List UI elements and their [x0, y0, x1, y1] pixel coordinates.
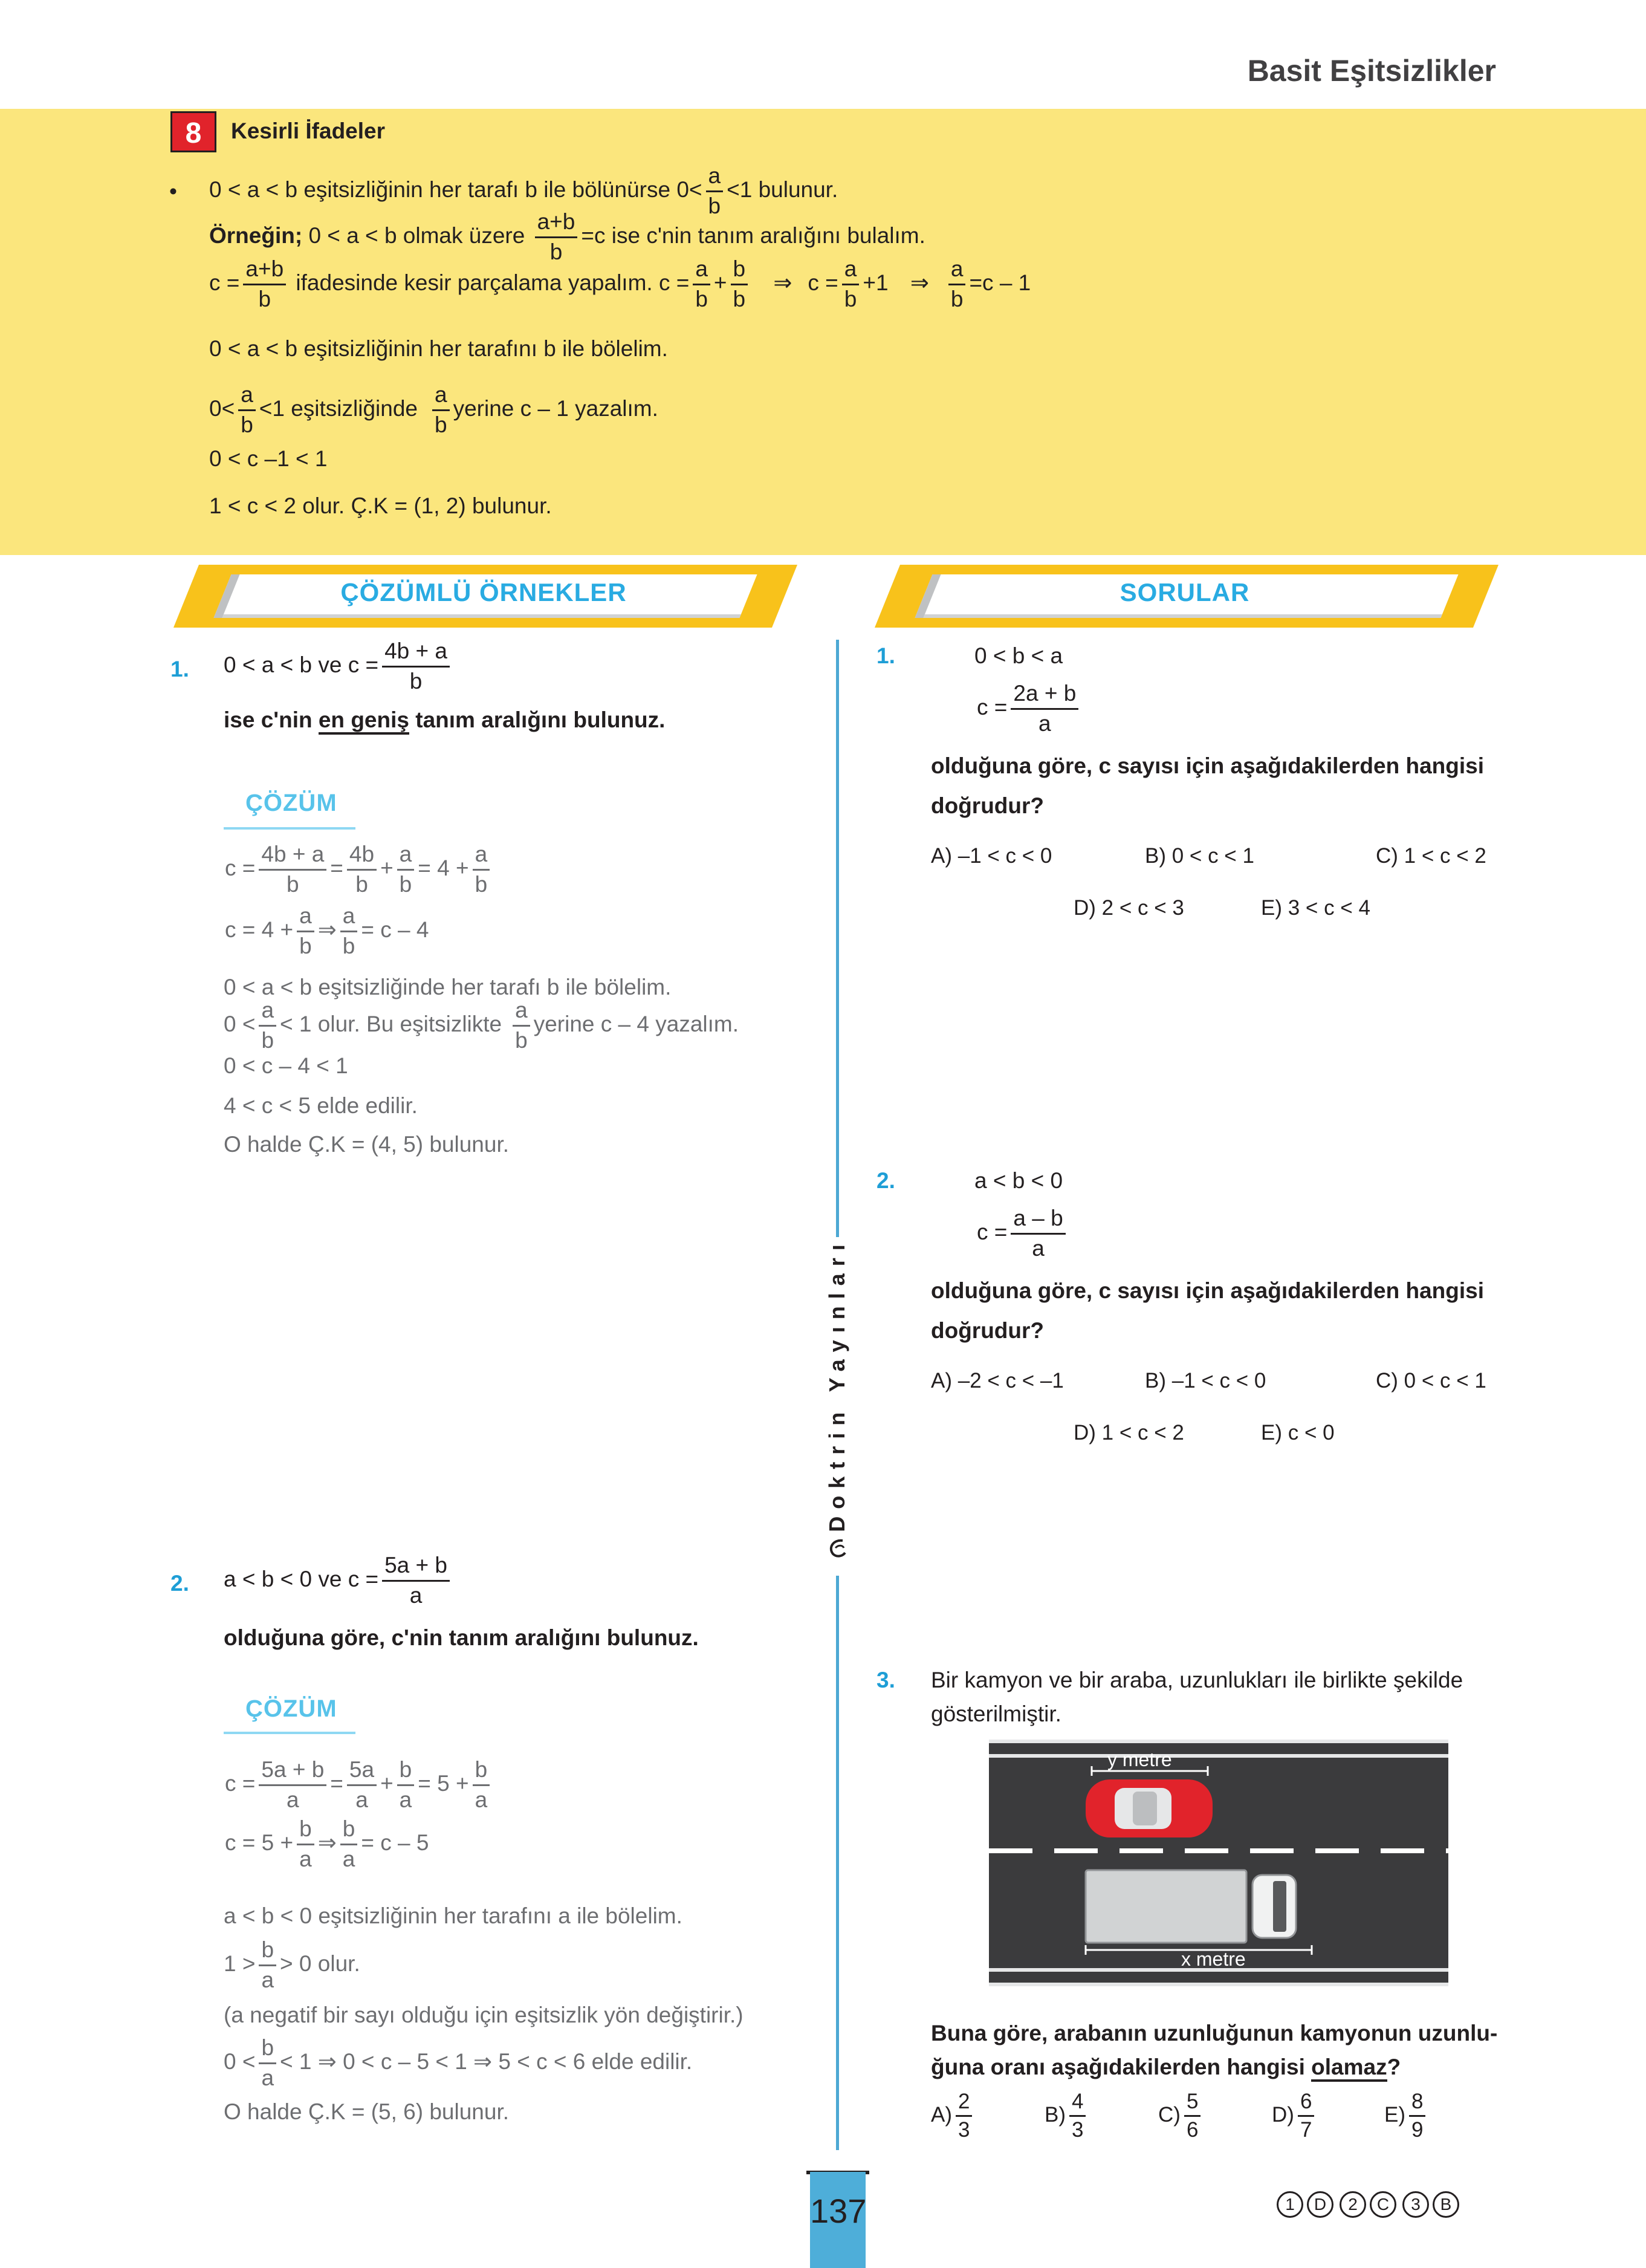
truck-icon [1086, 1870, 1296, 1943]
example-1-step-6: 4 < c < 5 elde edilir. [224, 1093, 418, 1118]
answer-key [1277, 2191, 1459, 2218]
example-1-step-7: O halde Ç.K = (4, 5) bulunur. [224, 1132, 510, 1157]
info-line-3: c = $\frac{a+b}{b}$ ifadesinde kesir parçalama yapalım. c = $\frac{a}{b}$ + $\frac{b}{b}$ ⇒ c = $\frac{a}{b}$ +1 ⇒ $\frac{a}{b}$ =c – 1 [209, 256, 1031, 311]
column-divider-bottom [836, 1576, 839, 2150]
fraction-a-over-b: $\frac{a}{b}$ [706, 163, 724, 219]
example-2-step-4: 1 > $\frac{b}{a}$ > 0 olur. [224, 1937, 360, 1992]
left-banner-title: ÇÖZÜMLÜ ÖRNEKLER [340, 578, 627, 606]
example-1-step-3: 0 < a < b eşitsizliğinde her tarafı b ile bölelim. [224, 975, 672, 999]
question-1-option-c[interactable]: C) 1 < c < 2 [1376, 844, 1486, 868]
question-2-option-b[interactable]: B) –1 < c < 0 [1145, 1369, 1266, 1392]
info-line-6: 0 < c –1 < 1 [209, 446, 328, 471]
example-2-solution-label: ÇÖZÜM [245, 1695, 337, 1722]
example-2-prompt: olduğuna göre, c'nin tanım aralığını bulunuz. [224, 1625, 699, 1650]
page-header-title: Basit Eşitsizlikler [1247, 54, 1496, 88]
question-1-option-b[interactable]: B) 0 < c < 1 [1145, 844, 1254, 868]
car-icon [1086, 1779, 1213, 1837]
example-2-step-7: O halde Ç.K = (5, 6) bulunur. [224, 2099, 510, 2124]
question-1-option-e[interactable]: E) 3 < c < 4 [1261, 896, 1370, 920]
example-1-step-2: c = 4 + $\frac{a}{b}$ ⇒ $\frac{a}{b}$ = c – 4 [225, 903, 429, 958]
question-3-text-line-1: Bir kamyon ve bir araba, uzunlukları ile birlikte şekilde [931, 1668, 1463, 1692]
question-2-option-d[interactable]: D) 1 < c < 2 [1074, 1421, 1184, 1444]
question-3-option-d[interactable]: D) $\frac{6}{7}$ [1272, 2090, 1318, 2143]
example-1-number: 1. [170, 657, 189, 681]
question-2-expression: c = $\frac{a - b}{a}$ [977, 1206, 1069, 1261]
question-3-option-e[interactable]: E) $\frac{8}{9}$ [1384, 2090, 1429, 2143]
publisher-vertical-text-box [819, 1237, 855, 1532]
question-2-option-a[interactable]: A) –2 < c < –1 [931, 1369, 1064, 1392]
info-line-4: 0 < a < b eşitsizliğinin her tarafını b ile bölelim. [209, 336, 668, 361]
question-2-condition: a < b < 0 [974, 1168, 1063, 1193]
question-2-option-e[interactable]: E) c < 0 [1261, 1421, 1335, 1444]
example-2-step-5: (a negatif bir sayı olduğu için eşitsizlik yön değiştirir.) [224, 2003, 744, 2027]
example-1-solution-label: ÇÖZÜM [245, 790, 337, 816]
question-1-condition: 0 < b < a [974, 643, 1063, 668]
question-2-prompt-line-2: doğrudur? [931, 1318, 1045, 1343]
publisher-logo-icon [825, 1536, 849, 1560]
question-1-option-d[interactable]: D) 2 < c < 3 [1074, 896, 1184, 920]
answer-key-1: 1 D [1277, 2191, 1333, 2218]
example-2-question: a < b < 0 ve c = $\frac{5a + b}{a}$ [224, 1553, 453, 1608]
question-3-prompt-line-2: ğuna oranı aşağıdakilerden hangisi olamaz? [931, 2055, 1401, 2080]
question-3-text-line-2: gösterilmiştir. [931, 1701, 1061, 1726]
example-1-solution-underline [224, 827, 355, 830]
example-2-solution-underline [224, 1732, 355, 1734]
question-3-number: 3. [876, 1668, 895, 1692]
question-1-option-a[interactable]: A) –1 < c < 0 [931, 844, 1052, 868]
truck-length-label: x metre [1181, 1948, 1246, 1970]
info-line-7: 1 < c < 2 olur. Ç.K = (1, 2) bulunur. [209, 493, 552, 518]
info-line-1: 0 < a < b eşitsizliğinin her tarafı b ile bölünürse 0< $\frac{a}{b}$ <1 bulunur. [209, 163, 838, 218]
example-1-question: 0 < a < b ve c = $\frac{4b + a}{b}$ [224, 638, 453, 694]
example-2-number: 2. [170, 1571, 189, 1596]
question-1-prompt-line-2: doğrudur? [931, 793, 1045, 818]
question-1-expression: c = $\frac{2a + b}{a}$ [977, 681, 1082, 736]
example-2-step-2: c = 5 + $\frac{b}{a}$ ⇒ $\frac{b}{a}$ = c – 5 [225, 1816, 429, 1871]
question-3-option-a[interactable]: A) $\frac{2}{3}$ [931, 2090, 976, 2143]
bullet: • [169, 179, 177, 204]
info-line-5: 0< $\frac{a}{b}$ <1 eşitsizliğinde $\frac{a}{b}$ yerine c – 1 yazalım. [209, 382, 658, 437]
example-2-step-1: c = $\frac{5a + b}{a}$ = $\frac{5a}{a}$ + $\frac{b}{a}$ = 5 + $\frac{b}{a}$ [225, 1757, 493, 1813]
answer-key-2: 2 C [1340, 2191, 1396, 2218]
car-length-label: y metre [1107, 1749, 1172, 1770]
example-2-step-3: a < b < 0 eşitsizliğinin her tarafını a ile bölelim. [224, 1903, 682, 1928]
question-3-option-b[interactable]: B) $\frac{4}{3}$ [1045, 2090, 1089, 2143]
answer-key-3: 3 B [1402, 2191, 1459, 2218]
question-3-prompt-line-1: Buna göre, arabanın uzunluğunun kamyonun uzunlu- [931, 2021, 1498, 2045]
example-1-step-4: 0 < $\frac{a}{b}$ < 1 olur. Bu eşitsizlikte $\frac{a}{b}$ yerine c – 4 yazalım. [224, 998, 739, 1053]
section-number-badge: 8 [170, 111, 216, 152]
example-1-step-1: c = $\frac{4b + a}{b}$ = $\frac{4b}{b}$ + $\frac{a}{b}$ = 4 + $\frac{a}{b}$ [225, 842, 493, 897]
question-2-option-c[interactable]: C) 0 < c < 1 [1376, 1369, 1486, 1392]
example-1-prompt: ise c'nin en geniş tanım aralığını bulunuz. [224, 707, 665, 733]
page-number: 137 [810, 2172, 866, 2268]
column-divider-top [836, 640, 839, 1237]
publisher-vertical-text: Doktrin Yayınları [825, 1237, 849, 1532]
section-title: Kesirli İfadeler [231, 119, 386, 143]
example-1-step-5: 0 < c – 4 < 1 [224, 1053, 348, 1078]
question-2-number: 2. [876, 1168, 895, 1193]
question-1-number: 1. [876, 643, 895, 668]
question-2-prompt-line-1: olduğuna göre, c sayısı için aşağıdakilerden hangisi [931, 1278, 1484, 1303]
question-3-option-c[interactable]: C) $\frac{5}{6}$ [1158, 2090, 1204, 2143]
fraction-a-plus-b-over-b: $\frac{a+b}{b}$ [535, 209, 578, 265]
right-banner-title: SORULAR [1119, 578, 1250, 606]
info-line-example: Örneğin; 0 < a < b olmak üzere $\frac{a+b}{b}$ =c ise c'nin tanım aralığını bulalım. [209, 209, 925, 264]
question-1-prompt-line-1: olduğuna göre, c sayısı için aşağıdakilerden hangisi [931, 753, 1484, 778]
example-2-step-6: 0 < $\frac{b}{a}$ < 1 ⇒ 0 < c – 5 < 1 ⇒ 5 < c < 6 elde edilir. [224, 2035, 693, 2090]
